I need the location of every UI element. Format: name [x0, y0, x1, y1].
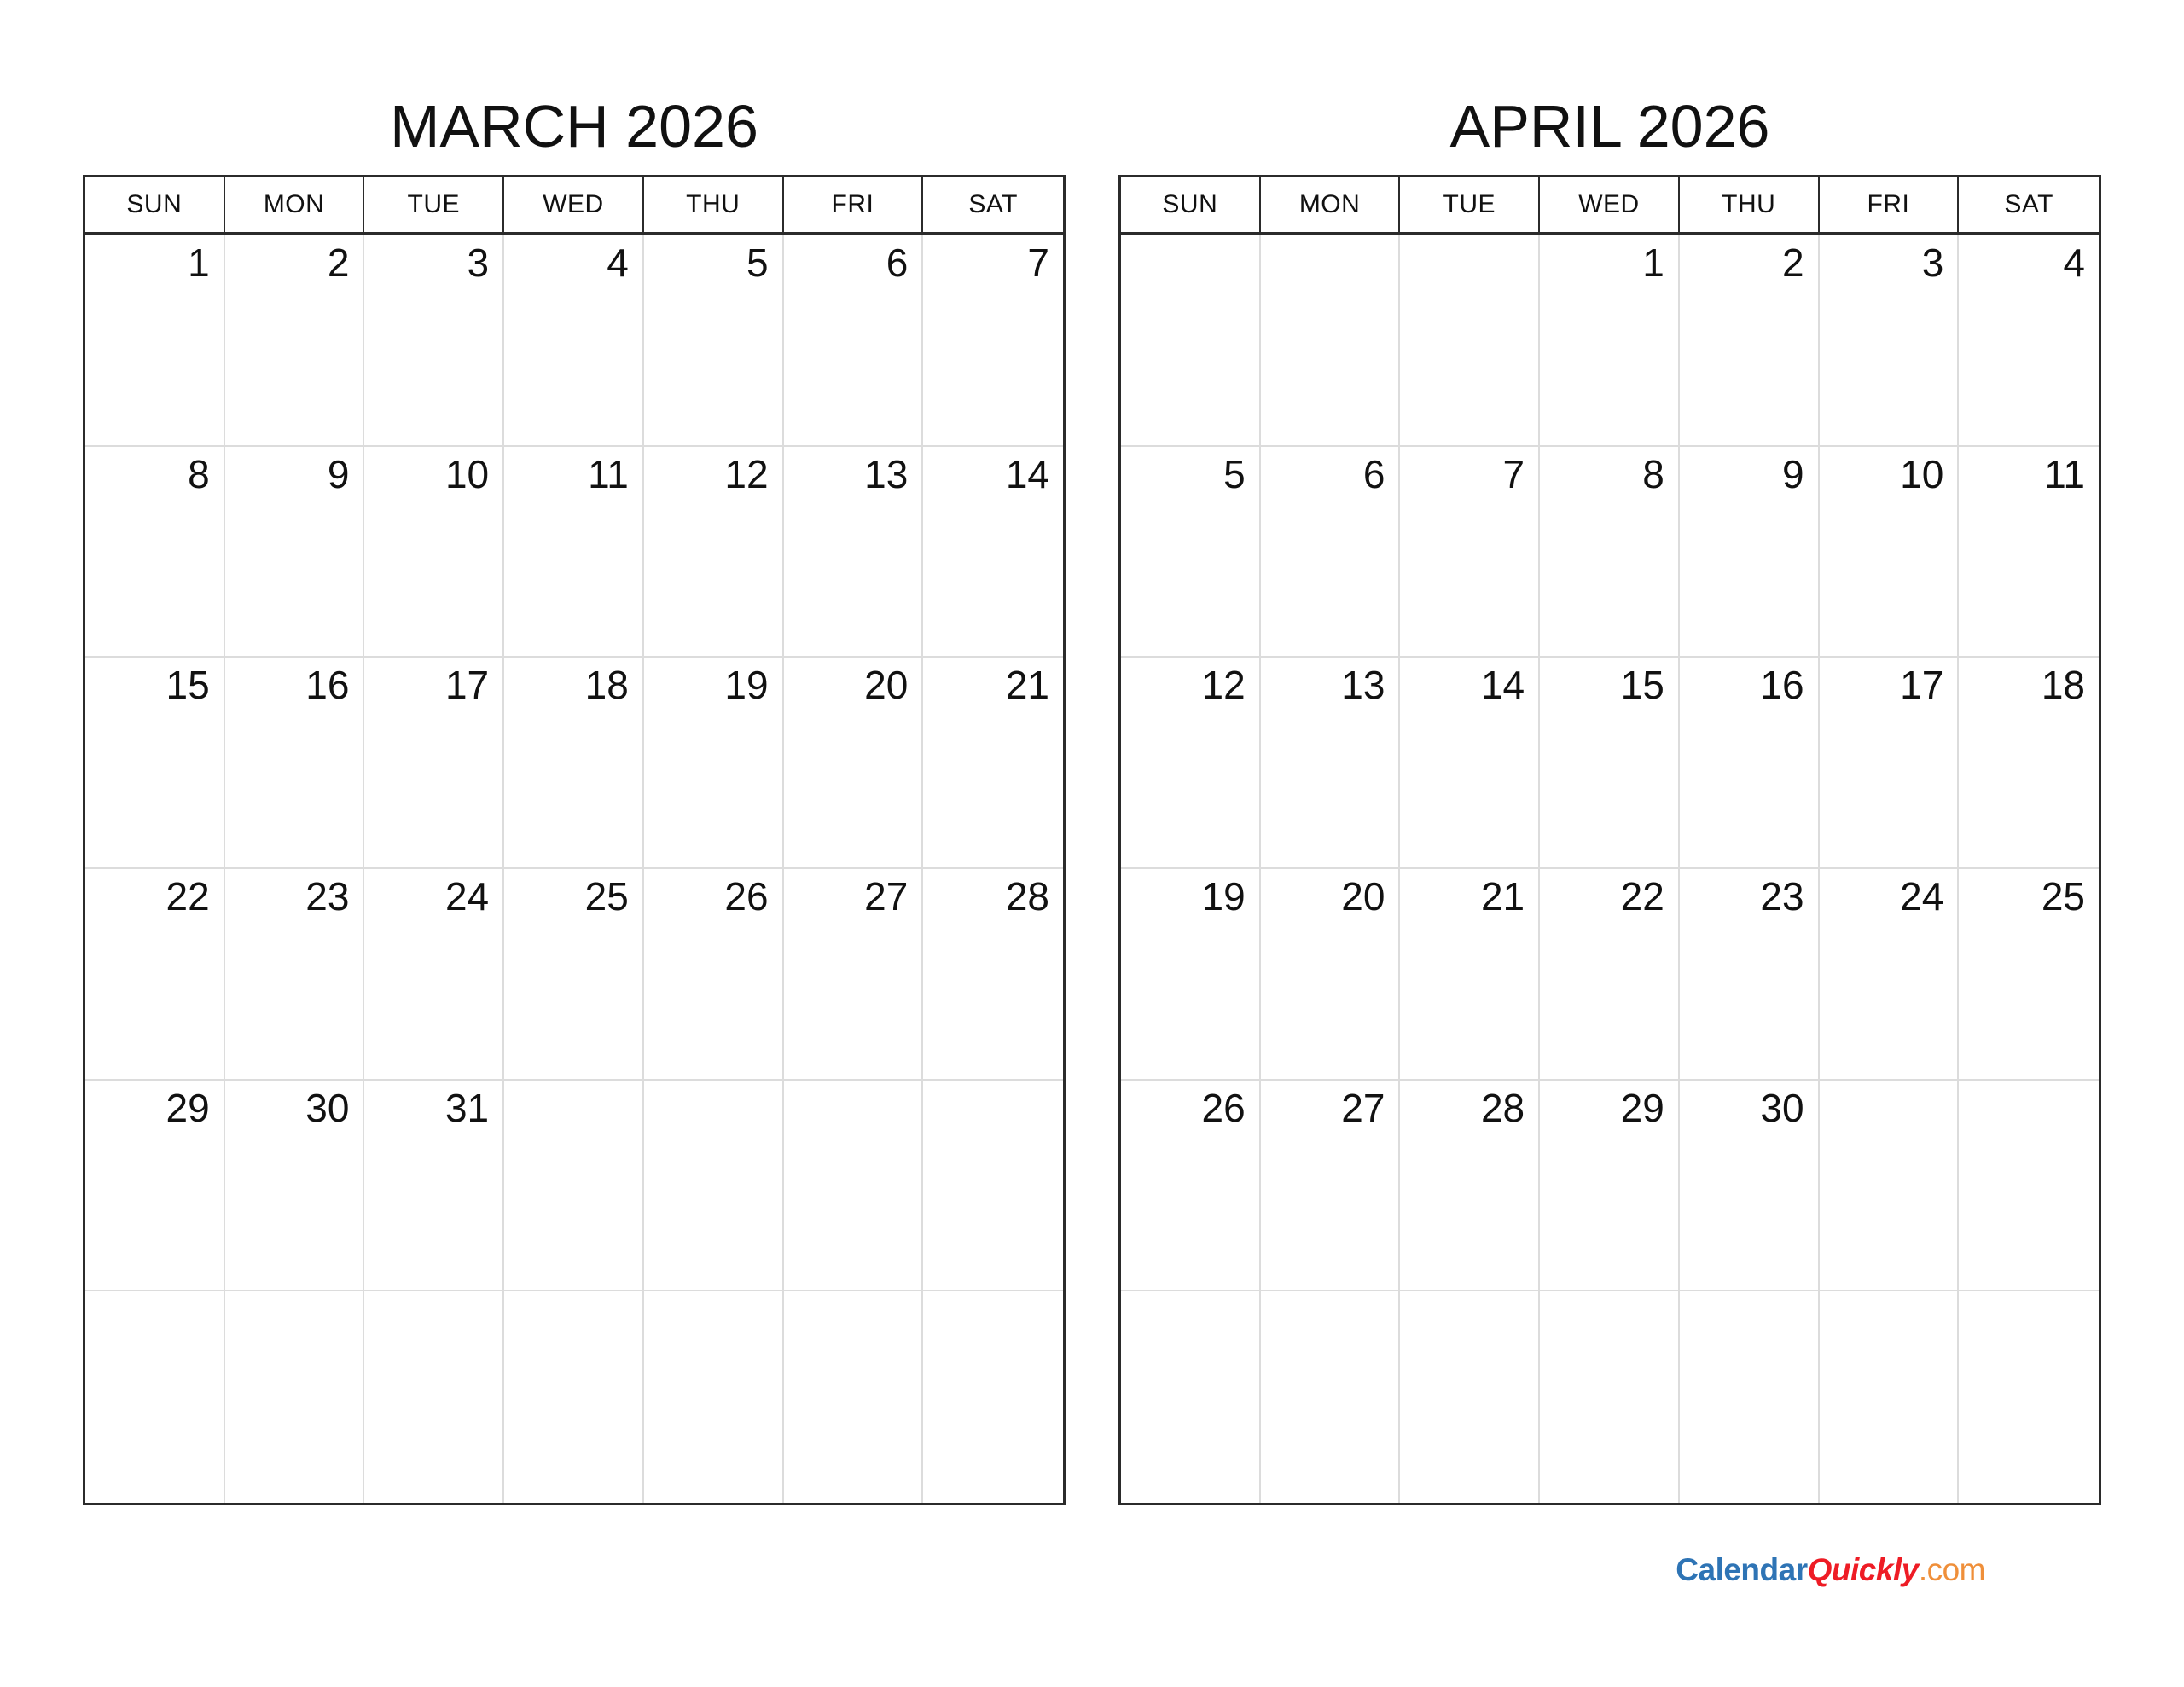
- week-row: [1121, 1081, 2099, 1292]
- weekday-header-sat: SAT: [968, 190, 1018, 218]
- week-row: [85, 447, 1063, 658]
- day-cell: 1: [1540, 235, 1680, 445]
- day-cell: 30: [1680, 1081, 1820, 1290]
- day-cell: [1540, 1291, 1680, 1503]
- day-cell: [644, 1081, 784, 1290]
- day-cell: 12: [644, 447, 784, 657]
- day-cell: 1: [85, 235, 225, 445]
- day-cell: 21: [1400, 869, 1540, 1079]
- weekday-header-mon: MON: [1261, 177, 1401, 232]
- day-cell: [784, 1291, 924, 1503]
- day-cell: 26: [1121, 1081, 1261, 1290]
- day-cell: [644, 1291, 784, 1503]
- day-cell: [1959, 1291, 2099, 1503]
- day-cell: 7: [1400, 447, 1540, 657]
- day-cell: [1820, 1291, 1960, 1503]
- day-cell: 26: [644, 869, 784, 1079]
- day-cell: 6: [1261, 447, 1401, 657]
- day-cell: 20: [784, 658, 924, 867]
- day-cell: 17: [1820, 658, 1960, 867]
- day-cell: 9: [225, 447, 365, 657]
- day-cell: 21: [1005, 663, 1049, 708]
- weekday-header-fri: FRI: [1820, 177, 1960, 232]
- day-cell: 12: [1121, 658, 1261, 867]
- day-cell: 31: [364, 1081, 504, 1290]
- weekday-header-tue: TUE: [364, 177, 504, 232]
- day-cell: 18: [504, 658, 644, 867]
- week-row: [85, 869, 1063, 1081]
- day-cell: 19: [644, 658, 784, 867]
- day-cell: 27: [1261, 1081, 1401, 1290]
- day-cell: [923, 1291, 1063, 1503]
- day-cell: [923, 1081, 1063, 1290]
- day-cell: [504, 1081, 644, 1290]
- day-cell: 15: [1540, 658, 1680, 867]
- weekday-header-wed: WED: [1540, 177, 1680, 232]
- week-row: [85, 1291, 1063, 1503]
- day-cell: 15: [85, 658, 225, 867]
- day-cell: [1121, 1291, 1261, 1503]
- day-cell: 27: [784, 869, 924, 1079]
- day-cell: 25: [504, 869, 644, 1079]
- day-cell: 28: [1005, 874, 1049, 919]
- day-cell: [225, 1291, 365, 1503]
- week-row: [85, 235, 1063, 447]
- day-cell: 30: [225, 1081, 365, 1290]
- day-cell: [1121, 235, 1261, 445]
- day-cell: 3: [1820, 235, 1960, 445]
- week-row: [1121, 447, 2099, 658]
- day-cell: 10: [1820, 447, 1960, 657]
- day-cell: 18: [2041, 663, 2085, 708]
- day-cell: 13: [784, 447, 924, 657]
- day-cell: 5: [1121, 447, 1261, 657]
- day-cell: [1400, 1291, 1540, 1503]
- day-cell: [1959, 1081, 2099, 1290]
- weekday-header-sun: SUN: [1121, 177, 1261, 232]
- day-cell: [1261, 1291, 1401, 1503]
- day-cell: 20: [1261, 869, 1401, 1079]
- calendar-grid: [1118, 175, 2101, 1505]
- calendar-body: [1121, 235, 2099, 1503]
- weekday-header-row: [85, 177, 1063, 235]
- day-cell: 2: [225, 235, 365, 445]
- day-cell: 23: [1680, 869, 1820, 1079]
- month-march: [83, 0, 1066, 1687]
- day-cell: [1680, 1291, 1820, 1503]
- day-cell: 14: [1400, 658, 1540, 867]
- day-cell: 5: [644, 235, 784, 445]
- week-row: [85, 1081, 1063, 1292]
- weekday-header-sun: SUN: [85, 177, 225, 232]
- day-cell: [504, 1291, 644, 1503]
- week-row: [1121, 235, 2099, 447]
- day-cell: 23: [225, 869, 365, 1079]
- calendar-grid: [83, 175, 1066, 1505]
- day-cell: 22: [85, 869, 225, 1079]
- day-cell: [85, 1291, 225, 1503]
- day-cell: 14: [1005, 451, 1049, 496]
- weekday-header-fri: FRI: [784, 177, 924, 232]
- day-cell: 6: [784, 235, 924, 445]
- day-cell: 24: [364, 869, 504, 1079]
- day-cell: 11: [2044, 451, 2085, 496]
- month-title: MARCH 2026: [390, 93, 758, 159]
- day-cell: [1820, 1081, 1960, 1290]
- weekday-header-row: [1121, 177, 2099, 235]
- week-row: [1121, 869, 2099, 1081]
- day-cell: 28: [1400, 1081, 1540, 1290]
- calendar-body: [85, 235, 1063, 1503]
- weekday-header-mon: MON: [225, 177, 365, 232]
- day-cell: 10: [364, 447, 504, 657]
- day-cell: 22: [1540, 869, 1680, 1079]
- day-cell: [784, 1081, 924, 1290]
- day-cell: 11: [504, 447, 644, 657]
- day-cell: 9: [1680, 447, 1820, 657]
- brand-quickly-text: Quickly: [1807, 1552, 1919, 1587]
- day-cell: 4: [2063, 241, 2085, 285]
- weekday-header-wed: WED: [504, 177, 644, 232]
- day-cell: 8: [85, 447, 225, 657]
- day-cell: 25: [2041, 874, 2085, 919]
- day-cell: [364, 1291, 504, 1503]
- week-row: [85, 658, 1063, 869]
- weekday-header-thu: THU: [644, 177, 784, 232]
- calendarquickly-link[interactable]: [1676, 1552, 1985, 1588]
- weekday-header-tue: TUE: [1400, 177, 1540, 232]
- day-cell: 3: [364, 235, 504, 445]
- day-cell: [1400, 235, 1540, 445]
- day-cell: 13: [1261, 658, 1401, 867]
- day-cell: 16: [225, 658, 365, 867]
- week-row: [1121, 658, 2099, 869]
- day-cell: 4: [504, 235, 644, 445]
- day-cell: 29: [85, 1081, 225, 1290]
- weekday-header-sat: SAT: [2004, 190, 2053, 218]
- brand-calendar-text: Calendar: [1676, 1552, 1808, 1587]
- day-cell: 8: [1540, 447, 1680, 657]
- day-cell: 7: [1027, 241, 1049, 285]
- day-cell: 16: [1680, 658, 1820, 867]
- day-cell: 2: [1680, 235, 1820, 445]
- month-april: [1118, 0, 2101, 1687]
- month-title: APRIL 2026: [1449, 93, 1770, 159]
- day-cell: 29: [1540, 1081, 1680, 1290]
- day-cell: 17: [364, 658, 504, 867]
- day-cell: 19: [1121, 869, 1261, 1079]
- weekday-header-thu: THU: [1680, 177, 1820, 232]
- brand-domain-text: .com: [1918, 1552, 1985, 1587]
- day-cell: 24: [1820, 869, 1960, 1079]
- week-row: [1121, 1291, 2099, 1503]
- day-cell: [1261, 235, 1401, 445]
